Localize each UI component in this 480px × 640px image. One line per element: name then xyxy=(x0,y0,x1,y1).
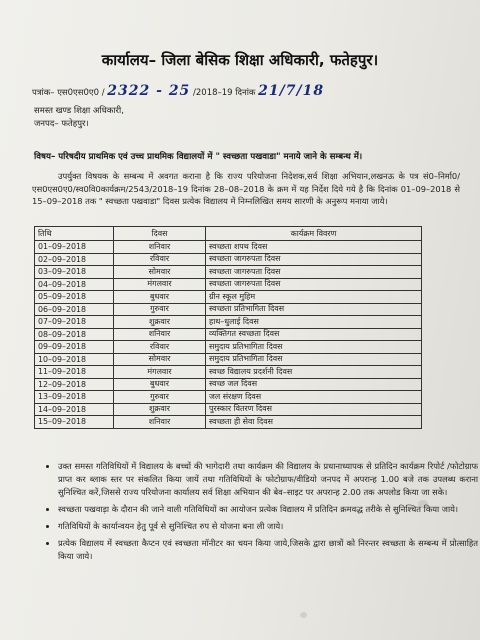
header-day: दिवस xyxy=(114,227,206,241)
row-program: पुरस्कार वितरण दिवस xyxy=(206,403,422,416)
row-date: 10–09–2018 xyxy=(35,353,114,366)
schedule-table xyxy=(34,226,422,429)
table-row xyxy=(35,378,422,391)
table-header-row xyxy=(35,227,422,241)
recipient-line-2: जनपद– फतेहपुर। xyxy=(34,119,89,129)
row-day: शुक्रवार xyxy=(114,403,206,416)
row-date: 02–09–2018 xyxy=(35,253,114,266)
row-date: 13–09–2018 xyxy=(35,391,114,404)
header-program: कार्यक्रम विवरण xyxy=(206,227,422,241)
row-day: बुधवार xyxy=(114,291,206,304)
stain-mark xyxy=(300,612,307,618)
row-program: स्वच्छ विद्यालय प्रदर्शनी दिवस xyxy=(206,366,422,379)
row-program: व्यक्तिगत स्वच्छता दिवस xyxy=(206,328,422,341)
table-row xyxy=(35,241,422,254)
row-program: समुदाय प्रतिभागिता दिवस xyxy=(206,353,422,366)
row-date: 11–09–2018 xyxy=(35,366,114,379)
table-row xyxy=(35,353,422,366)
handwritten-date: 21/7/18 xyxy=(258,83,325,99)
row-day: मंगलवार xyxy=(114,278,206,291)
row-day: मंगलवार xyxy=(114,366,206,379)
row-date: 05–09–2018 xyxy=(35,291,114,304)
row-program: ग्रीन स्कूल मुहिम xyxy=(206,291,422,304)
row-day: गुरुवार xyxy=(114,303,206,316)
row-day: रविवार xyxy=(114,341,206,354)
subject-line: विषय– परिषदीय प्राथमिक एवं उच्च प्राथमिक विद्यालयों में " स्वच्छता पखवाडा" मनाये जाने के सम्बन्ध में। xyxy=(34,152,363,162)
table-row xyxy=(35,303,422,316)
table-row xyxy=(35,391,422,404)
row-day: बुधवार xyxy=(114,378,206,391)
row-program: स्वच्छता ही सेवा दिवस xyxy=(206,416,422,429)
header-date: तिथि xyxy=(35,227,114,241)
list-item: • गतिविधियों के कार्यान्वयन हेतु पूर्व से सुनिश्चित रुप से योजना बना ली जाये। xyxy=(58,520,478,533)
row-day: शनिवार xyxy=(114,416,206,429)
row-program: जल संरक्षण दिवस xyxy=(206,391,422,404)
handwritten-number: 2322 - 25 xyxy=(107,83,191,99)
row-date: 14–09–2018 xyxy=(35,403,114,416)
row-date: 07–09–2018 xyxy=(35,316,114,329)
row-program: हाथ–धुलाई दिवस xyxy=(206,316,422,329)
instruction-list xyxy=(44,460,478,567)
year-label: /2018–19 दिनांक xyxy=(193,88,256,98)
table-row xyxy=(35,341,422,354)
table-row xyxy=(35,366,422,379)
row-day: सोमवार xyxy=(114,266,206,279)
table-row xyxy=(35,253,422,266)
recipient-line-1: समस्त खण्ड शिक्षा अधिकारी, xyxy=(34,106,124,116)
row-day: सोमवार xyxy=(114,353,206,366)
letter-number-line xyxy=(32,83,324,99)
row-program: स्वच्छता जागरुपता दिवस xyxy=(206,253,422,266)
table-row xyxy=(35,416,422,429)
row-day: शनिवार xyxy=(114,328,206,341)
body-paragraph: उपर्युक्त विषयक के सम्बन्ध में अवगत कराना है कि राज्य परियोजना निदेशक,सर्व शिक्षा अभियान,लखनऊ के पत्र सं0–निर्मा0/एस0एस0ए0/स्व0वि0कार्यक्रम/2543/2018–19 दिनांक 28–08–2018 के क्रम में यह निर्देश दिये गये है कि दिनांक 01–09–2018 से 15–09–2018 तक " स्वच्छता पखवाडा" दिवस प्रत्येक विद्यालय में निम्नलिखित समय सारणी के अनुरूप मनाया जाये। xyxy=(32,171,460,207)
row-program: स्वच्छता प्रतिभागिता दिवस xyxy=(206,303,422,316)
table-row xyxy=(35,278,422,291)
row-program: स्वच्छता जागरुपता दिवस xyxy=(206,278,422,291)
row-date: 04–09–2018 xyxy=(35,278,114,291)
row-program: समुदाय प्रतिभागिता दिवस xyxy=(206,341,422,354)
row-day: रविवार xyxy=(114,253,206,266)
row-date: 09–09–2018 xyxy=(35,341,114,354)
patrank-label: पत्रांक– एस0एस0ए0 / xyxy=(32,88,105,98)
row-date: 03–09–2018 xyxy=(35,266,114,279)
row-day: गुरुवार xyxy=(114,391,206,404)
row-date: 01–09–2018 xyxy=(35,241,114,254)
table-row xyxy=(35,266,422,279)
table-row xyxy=(35,291,422,304)
row-program: स्वच्छ जल दिवस xyxy=(206,378,422,391)
list-item: • प्रत्येक विद्यालय में स्वच्छता कैप्टन एवं स्वच्छता मॉनीटर का चयन किया जाये,जिसके द्वारा छात्रों को निरन्तर स्वच्छता के सम्बन्ध में प्रोत्साहित किया जाये। xyxy=(58,537,478,563)
row-date: 15–09–2018 xyxy=(35,416,114,429)
list-item: • उक्त समस्त गतिविधियों में विद्यालय के बच्चों की भागेदारी तथा कार्यक्रम की विद्यालय के प्रधानाध्यापक से प्रतिदिन कार्यक्रम रिपोर्ट /फोटोग्राफ प्राप्त कर ब्लाक स्तर पर संकलित किया जायें तथा गतिविधियों के फोटोग्राफ/वीडियो जनपद में अपरान्ह 1.00 बजे तक उपलब्ध कराना सुनिश्चित करें,जिससे राज्य परियोजना कार्यालय सर्व शिक्षा अभियान की बेव–साइट पर अपरान्ह 2.00 तक अपलोड किया जा सके। xyxy=(58,460,478,499)
row-program: स्वच्छता जागरुपता दिवस xyxy=(206,266,422,279)
office-title: कार्यालय– जिला बेसिक शिक्षा अधिकारी, फतेहपुर। xyxy=(101,51,379,69)
list-item: • स्वच्छता पखवाड़ा के दौरान की जाने वाली गतिविधियों का आयोजन प्रत्येक विद्यालय में प्रतिदिन क्रमवद्ध तरीके से सुनिश्चित किया जाये। xyxy=(58,503,478,516)
row-program: स्वच्छता शपथ दिवस xyxy=(206,241,422,254)
table-row xyxy=(35,316,422,329)
row-day: शनिवार xyxy=(114,241,206,254)
row-date: 06–09–2018 xyxy=(35,303,114,316)
table-row xyxy=(35,403,422,416)
row-date: 08–09–2018 xyxy=(35,328,114,341)
table-row xyxy=(35,328,422,341)
row-date: 12–09–2018 xyxy=(35,378,114,391)
row-day: शुक्रवार xyxy=(114,316,206,329)
